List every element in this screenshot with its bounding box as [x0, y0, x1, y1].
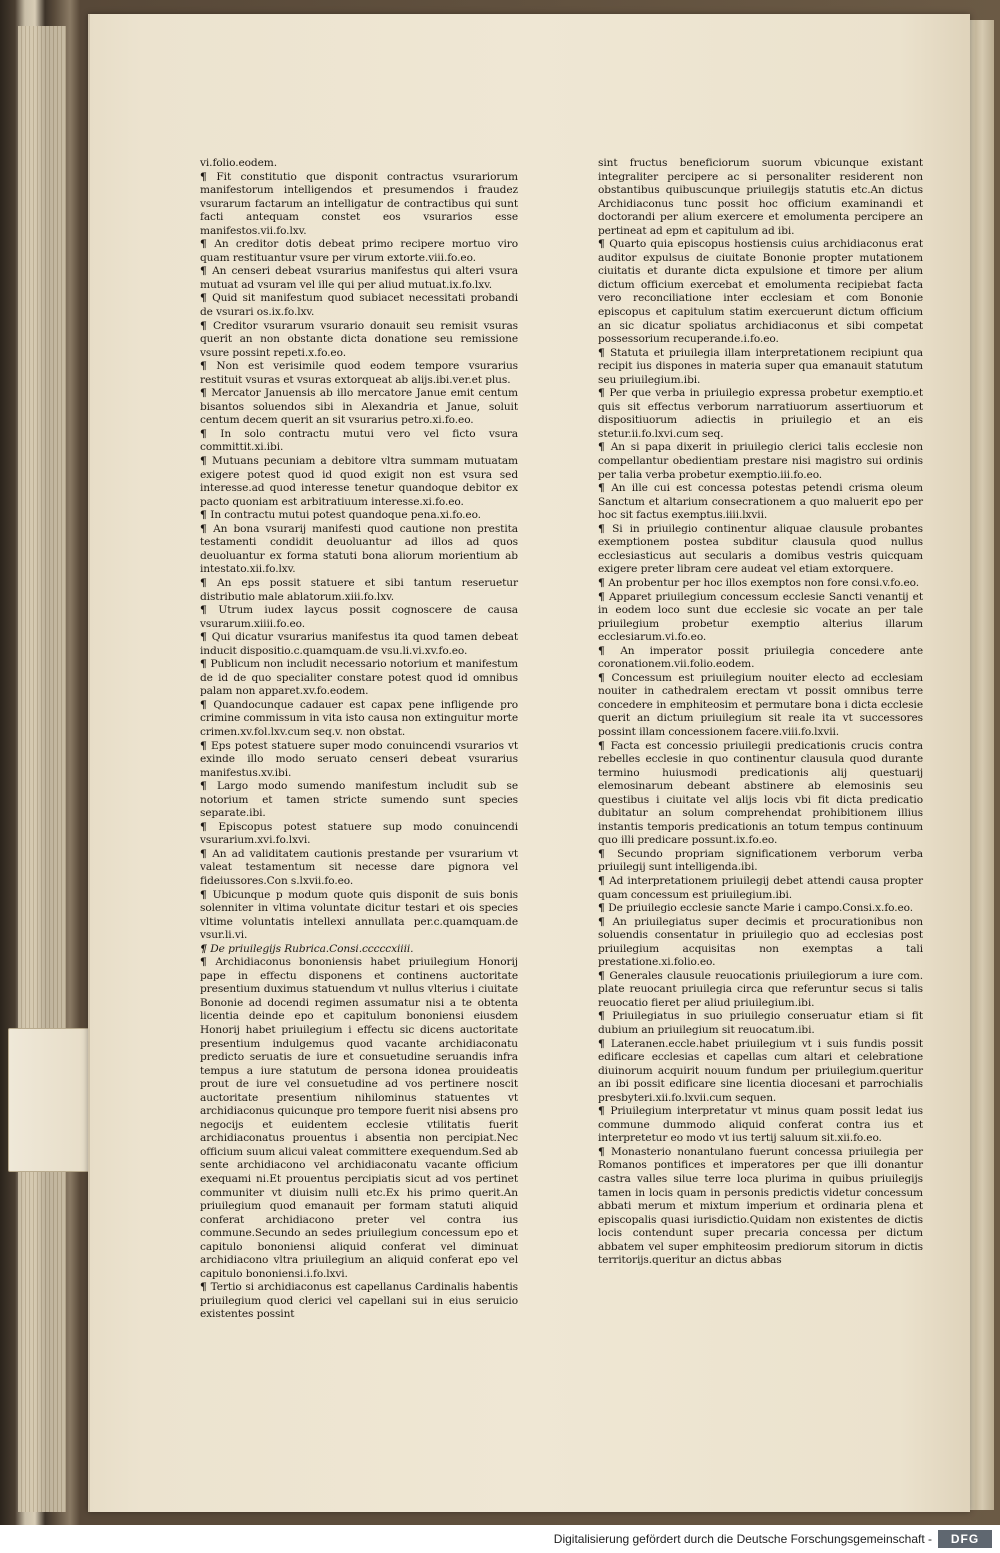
entry-paragraph: ¶ De priuilegio ecclesie sancte Marie i campo.Consi.x.fo.eo.: [598, 902, 923, 916]
entry-paragraph: ¶ Largo modo sumendo manifestum includit sub se notorium et tamen stricte sumendo sunt species separate.ibi.: [200, 780, 518, 821]
entry-paragraph: ¶ An ad validitatem cautionis prestande per vsurarium vt valeat testamentum sit necesse dare pignora vel fideiussores.Con s.lxvii.fo.eo.: [200, 848, 518, 889]
entry-paragraph: ¶ Generales clausule reuocationis priuilegiorum a iure com. plate reuocant priuilegia circa que referuntur secus si talis reuocatio fieret per aliud priuilegium.ibi.: [598, 970, 923, 1011]
entry-paragraph: ¶ Statuta et priuilegia illam interpretationem recipiunt qua recipit ius dispones in materia super qua emanauit statutum seu priuilegium.ibi.: [598, 347, 923, 388]
left-column: [200, 157, 518, 1322]
entry-paragraph: ¶ An imperator possit priuilegia concedere ante coronationem.vii.folio.eodem.: [598, 645, 923, 672]
entry-paragraph: ¶ Si in priuilegio continentur aliquae clausule probantes exemptionem postea subditur clausula quod nullus ecclesiasticus aut secularis a domibus vestris quicquam exigere preter libram cere audeat vel etiam extorquere.: [598, 523, 923, 577]
entry-paragraph: ¶ Quid sit manifestum quod subiacet necessitati probandi de vsurari os.ix.fo.lxv.: [200, 292, 518, 319]
entry-paragraph: ¶ In contractu mutui potest quandoque pena.xi.fo.eo.: [200, 509, 518, 523]
entry-paragraph: ¶ Qui dicatur vsurarius manifestus ita quod tamen debeat inducit dispositio.c.quamquam.de vsu.li.vi.xv.fo.eo.: [200, 631, 518, 658]
left-entries-privileges: [200, 956, 518, 1322]
entry-paragraph: ¶ Apparet priuilegium concessum ecclesie Sancti venantij et in eodem loco sunt due ecclesie sic vocate an per tale priuilegium probetur exemptio alterius illarum ecclesiarum.vi.fo.eo.: [598, 591, 923, 645]
page-edges-left: [18, 26, 66, 1512]
entry-paragraph: ¶ Mercator Januensis ab illo mercatore Janue emit centum bisantos soluendos sibi in Alexandria et Janue, soluit centum decem querit an sit vsurarius petro.xi.fo.eo.: [200, 387, 518, 428]
left-entries: [200, 171, 518, 943]
entry-paragraph: ¶ Concessum est priuilegium nouiter electo ad ecclesiam nouiter in cathedralem erectam vt possit omnibus terre concedere in emphiteosim et permutare bona i dicta ecclesie querit an dictum priuilegium sit reale ita vt successores possint illam concessionem facere.viii.fo.lxvii.: [598, 672, 923, 740]
right-entries: [598, 238, 923, 1268]
entry-paragraph: ¶ Secundo propriam significationem verborum verba priuilegij sunt intelligenda.ibi.: [598, 848, 923, 875]
entry-paragraph: ¶ Priuilegiatus in suo priuilegio conseruatur etiam si fit dubium an priuilegium sit reuocatum.ibi.: [598, 1010, 923, 1037]
entry-paragraph: ¶ Priuilegium interpretatur vt minus quam possit ledat ius commune dummodo aliquid conferat contra ius et interpretetur eo modo vt ius tertij saluum sit.xii.fo.eo.: [598, 1105, 923, 1146]
entry-paragraph: ¶ Fit constitutio que disponit contractus vsurariorum manifestorum intelligendos et presumendos i fraudez vsurarum factarum an intelligatur de contractibus qui sunt facti antequam constet eos vsurarios esse manifestos.vii.fo.lxv.: [200, 171, 518, 239]
entry-paragraph: ¶ An priuilegiatus super decimis et procurationibus non soluendis consentatur in priuilegio quo ad ecclesias post priuilegium acquisitas non exemptas a tali prestatione.xi.folio.eo.: [598, 916, 923, 970]
entry-paragraph: ¶ An si papa dixerit in priuilegio clerici talis ecclesie non compellantur obedientiam prestare nisi magistro sui ordinis per talia verba probetur exemptio.iii.fo.eo.: [598, 441, 923, 482]
entry-paragraph: ¶ Monasterio nonantulano fuerunt concessa priuilegia per Romanos pontifices et imperatores per que illi donantur castra valles silue terre loca plurima in quibus priuilegijs tamen in locis quam in personis predictis videtur concessum abbati merum et mixtum imperium et ordinaria plena et episcopalis quasi iurisdictio.Quidam non existentes de dictis locis contendunt super precaria concessa per dictum abbatem vel super emphiteosim prediorum sitorum in dictis territorijs.queritur an dictus abbas: [598, 1146, 923, 1268]
entry-paragraph: ¶ An creditor dotis debeat primo recipere mortuo viro quam restituantur vsure per virum extorte.viii.fo.eo.: [200, 238, 518, 265]
dfg-logo[interactable]: DFG: [938, 1530, 992, 1548]
entry-paragraph: ¶ Publicum non includit necessario notorium et manifestum de id de quo specialiter constare potest quod id omnibus palam non apparet.xv.fo.eodem.: [200, 658, 518, 699]
entry-paragraph: ¶ An ille cui est concessa potestas petendi crisma oleum Sanctum et altarium consecrationem a quo maluerit epo per hoc sit factus exemptus.iiii.lxvii.: [598, 482, 923, 523]
entry-paragraph: ¶ An probentur per hoc illos exemptos non fore consi.v.fo.eo.: [598, 577, 923, 591]
entry-paragraph: ¶ Mutuans pecuniam a debitore vltra summam mutuatam exigere potest quod id quod exigit non est vsura sed interesse.ad quod interesse tenetur quandoque debitor ex pacto quoniam est arbitratiuum interesse.xi.fo.eo.: [200, 455, 518, 509]
entry-paragraph: ¶ Episcopus potest statuere sup modo conuincendi vsurarium.xvi.fo.lxvi.: [200, 821, 518, 848]
entry-paragraph: ¶ Ubicunque p modum quote quis disponit de suis bonis solenniter in vltima voluntate dicitur testari et ois species vltime voluntatis intellexi annullata per.c.quamquam.de vsur.li.vi.: [200, 889, 518, 943]
entry-paragraph: ¶ An eps possit statuere et sibi tantum reseruetur distributio male ablatorum.xiii.fo.lxv.: [200, 577, 518, 604]
entry-paragraph: ¶ Eps potest statuere super modo conuincendi vsurarios vt exinde illo modo seruato censeri debeat vsurarius manifestus.xv.ibi.: [200, 740, 518, 781]
bookmark-tab: [8, 1028, 96, 1172]
entry-paragraph: ¶ Quandocunque cadauer est capax pene infligende pro crimine commissum in vita isto causa non extinguitur morte crimen.xv.fol.lxv.cum seq.v. non obstat.: [200, 699, 518, 740]
page-edges-right: [968, 20, 994, 1510]
entry-paragraph: ¶ Quarto quia episcopus hostiensis cuius archidiaconus erat auditor expulsus de ciuitate Bononie propter mutationem ciuitatis et durante dicta expulsione et timore per alium dictum officium exercebat et emolumenta recipiebat facta vero reconciliatione inter ecclesiam et com Bononie episcopus et capitulum statim exercuerunt dictum officium an sic dicatur spoliatus archidiaconus et sibi competat possessorium recuperande.i.fo.eo.: [598, 238, 923, 346]
right-column: [598, 157, 923, 1268]
entry-paragraph: ¶ An bona vsurarij manifesti quod cautione non prestita testamenti condidit deuoluantur ad illos ad quos deuoluantur ex forma statuti bona aliorum morientium ab intestato.xii.fo.lxv.: [200, 523, 518, 577]
entry-paragraph: ¶ Creditor vsurarum vsurario donauit seu remisit vsuras querit an non obstante dicta donatione seu remissione vsure possint repeti.x.fo.eo.: [200, 320, 518, 361]
entry-paragraph: ¶ Tertio si archidiaconus est capellanus Cardinalis habentis priuilegium quod clerici vel capellani sui in eius seruicio existentes possint: [200, 1281, 518, 1322]
entry-paragraph: ¶ In solo contractu mutui vero vel ficto vsura committit.xi.ibi.: [200, 428, 518, 455]
continuation-text: sint fructus beneficiorum suorum vbicunque existant integraliter percipere ac si personaliter residerent non obstantibus quibuscunque priuilegijs statutis etc.An dictus Archidiaconus tunc possit hoc officium examinandi et doctorandi per alium exercere et emolumenta percipere an pertineat ad epm et capitulum ad ibi.: [598, 157, 923, 237]
entry-paragraph: ¶ Non est verisimile quod eodem tempore vsurarius restituit vsuras et vsuras extorqueat ab alijs.ibi.ver.et plus.: [200, 360, 518, 387]
entry-paragraph: ¶ Facta est concessio priuilegii predicationis crucis contra rebelles ecclesie in quo continentur clausula quod durante termino huiusmodi predicationis alij questuarij elemosinarum debeant abstinere ab elemosinis seu questibus i ciuitate vel alijs locis vbi fit dicta predicatio dubitatur an solum comprehendat prohibitionem illius instantis temporis predicationis an totum tempus continuum quo illi predicare possunt.ix.fo.eo.: [598, 740, 923, 848]
entry-paragraph: ¶ An censeri debeat vsurarius manifestus qui alteri vsura mutuat ad vsuram vel ille qui per aliud mutuat.ix.fo.lxv.: [200, 265, 518, 292]
entry-paragraph: ¶ Per que verba in priuilegio expressa probetur exemptio.et quis sit effectus verborum narratiuorum assertiuorum et dispositiuorum adiectis in priuilegio et an eis stetur.ii.fo.lxvi.cum seq.: [598, 387, 923, 441]
column-heading: vi.folio.eodem.: [200, 157, 277, 169]
entry-paragraph: ¶ Lateranen.eccle.habet priuilegium vt i suis fundis possit edificare ecclesias et capellas cum altari et celebratione diuinorum acquirit nouum fundum per priuilegium.queritur an ibi possit edificare sine licentia diocesani et parrochialis presbyteri.xii.fo.lxvii.cum sequen.: [598, 1038, 923, 1106]
funding-note: Digitalisierung gefördert durch die Deutsche Forschungsgemeinschaft -: [553, 1532, 932, 1546]
entry-paragraph: ¶ Utrum iudex laycus possit cognoscere de causa vsurarum.xiiii.fo.eo.: [200, 604, 518, 631]
rubric-heading: ¶ De priuilegijs Rubrica.Consi.cccccxiiii.: [200, 943, 518, 957]
entry-paragraph: ¶ Ad interpretationem priuilegij debet attendi causa propter quam concessum est priuilegium.ibi.: [598, 875, 923, 902]
footer-bar: [0, 1525, 1000, 1553]
entry-paragraph: ¶ Archidiaconus bononiensis habet priuilegium Honorij pape in effectu disponens et continens auctoritate presentium duximus statuendum vt nullus vlterius i ciuitate Bononie ad docendi regimen assumatur nisi a te obtenta licentia deinde epo et capitulum bononiensi eiusdem Honorij habet priuilegium i effectu sic dicens auctoritate presentium indulgemus quod vacante archidiaconatu predicto seruatis de iure et consuetudine seruandis infra tempus a iure statutum de persona idonea prouideatis prout de iure vel consuetudine ad vos pertinere noscit auctoritate presentium nihilominus statuentes vt archidiaconus quicunque pro tempore fuerit nisi absens pro negocijs et euidentem ecclesie vtilitatis fuerit archidiaconatus prouentus i absentia non percipiat.Nec officium suum alicui valeat committere exequendum.Sed ab sente archidiacono vel archidiaconatu vacante officium exequami ni.Et prouentus percipiatis sicut ad vos pertinet communiter vt diuisim nulli etc.Ex his primo querit.An priuilegium quod emanauit per formam statuti aliquid conferat archidiacono preter vel contra ius commune.Secundo an sedes priuilegium concessum epo et capitulo bononiensi aliquid conferat vel diminuat archidiacono vltra priuilegium an aliquid conferat epo vel capitulo bononiensi.i.fo.lxvi.: [200, 956, 518, 1281]
